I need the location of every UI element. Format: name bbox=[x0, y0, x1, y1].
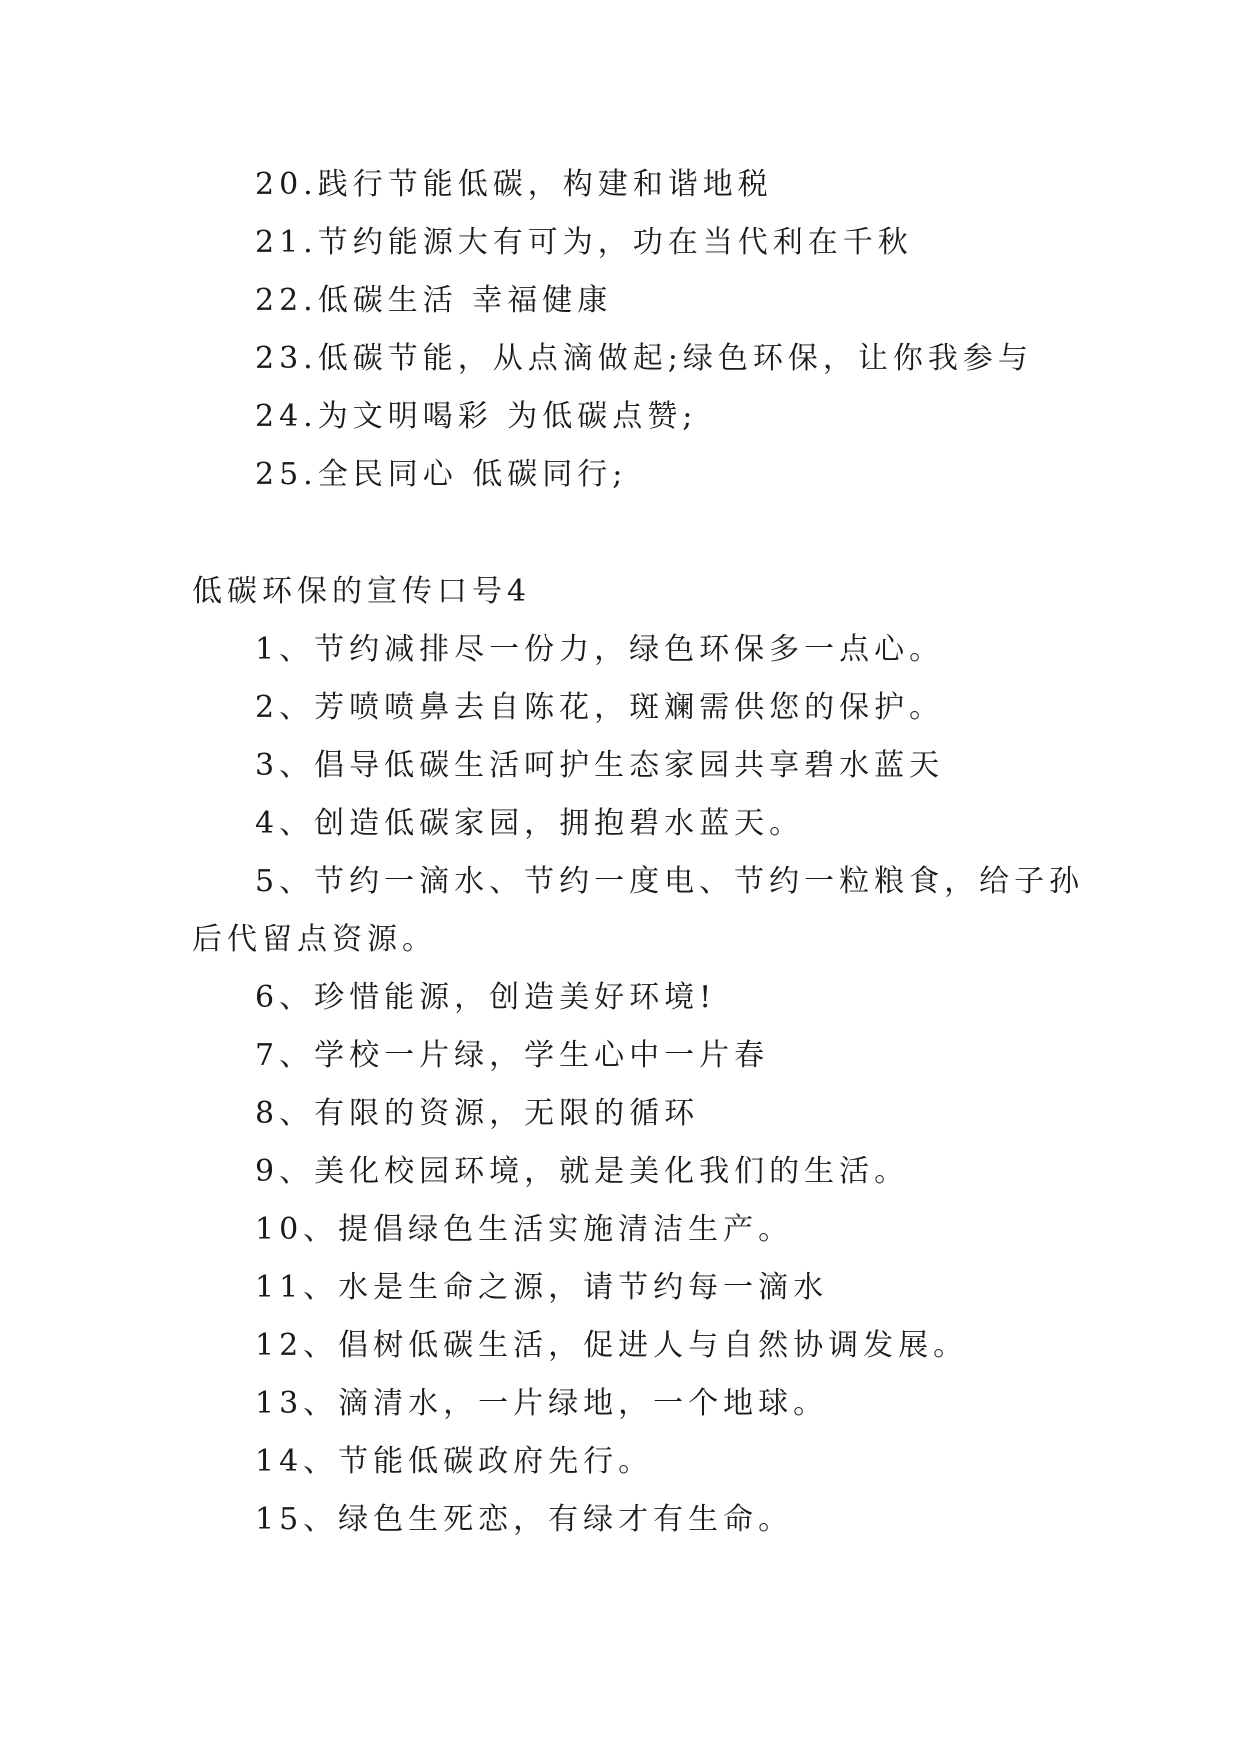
list-item: 3、倡导低碳生活呵护生态家园共享碧水蓝天 bbox=[255, 748, 945, 783]
list-item: 15、绿色生死恋，有绿才有生命。 bbox=[255, 1502, 794, 1537]
list-item: 7、学校一片绿，学生心中一片春 bbox=[255, 1038, 770, 1073]
list-item: 9、美化校园环境，就是美化我们的生活。 bbox=[255, 1154, 910, 1189]
list-item: 11、水是生命之源，请节约每一滴水 bbox=[255, 1270, 829, 1305]
list-item: 13、滴清水，一片绿地，一个地球。 bbox=[255, 1386, 829, 1421]
list-item: 4、创造低碳家园，拥抱碧水蓝天。 bbox=[255, 806, 805, 841]
list-item: 10、提倡绿色生活实施清洁生产。 bbox=[255, 1212, 794, 1247]
list-item: 23.低碳节能，从点滴做起;绿色环保，让你我参与 bbox=[255, 341, 1033, 376]
list-item: 6、珍惜能源，创造美好环境! bbox=[255, 980, 717, 1015]
list-item: 24.为文明喝彩 为低碳点赞; bbox=[255, 399, 698, 434]
list-item: 22.低碳生活 幸福健康 bbox=[255, 283, 613, 318]
list-item: 14、节能低碳政府先行。 bbox=[255, 1444, 654, 1479]
list-item: 20.践行节能低碳，构建和谐地税 bbox=[255, 167, 773, 202]
list-item: 8、有限的资源，无限的循环 bbox=[255, 1096, 700, 1131]
list-item: 25.全民同心 低碳同行; bbox=[255, 457, 628, 492]
list-item: 21.节约能源大有可为，功在当代利在千秋 bbox=[255, 225, 913, 260]
section-heading: 低碳环保的宣传口号4 bbox=[192, 574, 532, 609]
list-item-continuation: 后代留点资源。 bbox=[192, 922, 437, 957]
list-item: 1、节约减排尽一份力，绿色环保多一点心。 bbox=[255, 632, 945, 667]
list-item: 12、倡树低碳生活，促进人与自然协调发展。 bbox=[255, 1328, 969, 1363]
list-item: 5、节约一滴水、节约一度电、节约一粒粮食，给子孙 bbox=[255, 864, 1085, 899]
list-item: 2、芳喷喷鼻去自陈花，斑斓需供您的保护。 bbox=[255, 690, 945, 725]
